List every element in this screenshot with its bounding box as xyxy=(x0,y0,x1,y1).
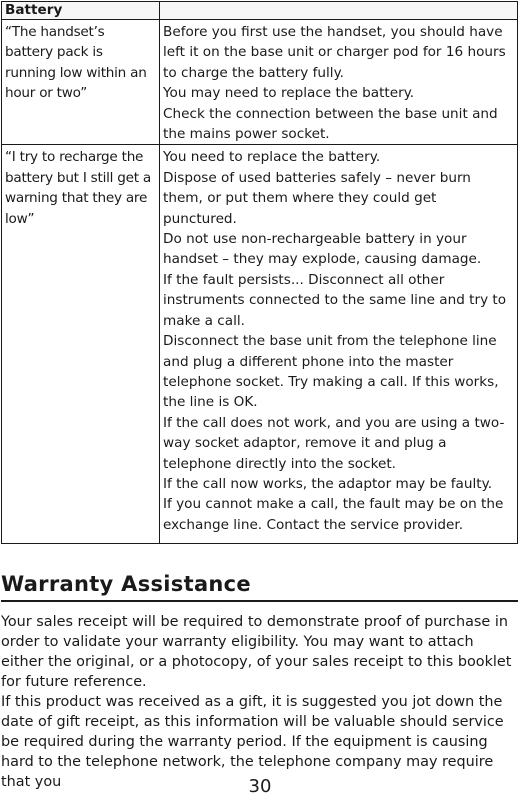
solution-line: If you cannot make a call, the fault may be on the exchange line. Contact the service provider. xyxy=(163,496,504,533)
table-row xyxy=(2,145,518,544)
solution-line: You may need to replace the battery. xyxy=(163,85,415,102)
troubleshooting-table xyxy=(1,1,518,544)
solution-line: Before you first use the handset, you should have left it on the base unit or charger pod for 16 hours to charge the battery fully. xyxy=(163,24,506,81)
table-header-row xyxy=(2,2,518,20)
solution-line: If the call does not work, and you are using a two-way socket adaptor, remove it and plug a telephone directly into the socket. xyxy=(163,414,505,472)
solution-cell xyxy=(160,20,518,145)
solution-line: Dispose of used batteries safely – never burn them, or put them where they could get punctured. xyxy=(163,169,471,227)
problem-cell: “The handset’s battery pack is running low within an hour or two” xyxy=(2,20,160,145)
solution-line: Disconnect the base unit from the telephone line and plug a different phone into the master telephone socket. Try making a call. If this works, the line is OK. xyxy=(163,333,499,411)
paragraph: If this product was received as a gift, it is suggested you jot down the date of gift receipt, as this information will be valuable should service be required during the warranty period. If the equipment is causing hard to the telephone network, the telephone company may require that you xyxy=(1,694,504,790)
table-header-battery: Battery xyxy=(2,2,160,20)
warranty-body xyxy=(1,612,518,792)
solution-line: If the fault persists... Disconnect all other instruments connected to the same line and try to make a call. xyxy=(163,271,507,329)
page-number: 30 xyxy=(248,776,272,797)
solution-cell xyxy=(160,145,518,544)
solution-line: Do not use non-rechargeable battery in your handset – they may explode, causing damage. xyxy=(163,231,482,268)
table-row xyxy=(2,20,518,145)
solution-line: Check the connection between the base unit and the mains power socket. xyxy=(163,105,498,143)
problem-cell: “I try to recharge the battery but I still get a warning that they are low” xyxy=(2,145,160,544)
section-title: Warranty Assistance xyxy=(1,570,518,602)
solution-line: You need to replace the battery. xyxy=(163,149,381,166)
paragraph: Your sales receipt will be required to demonstrate proof of purchase in order to validate your warranty eligibility. You may want to attach either the original, or a photocopy, of your sales receipt to this booklet for future reference. xyxy=(1,614,512,690)
solution-line: If the call now works, the adaptor may be faulty. xyxy=(163,475,493,492)
table-header-empty xyxy=(160,2,518,20)
